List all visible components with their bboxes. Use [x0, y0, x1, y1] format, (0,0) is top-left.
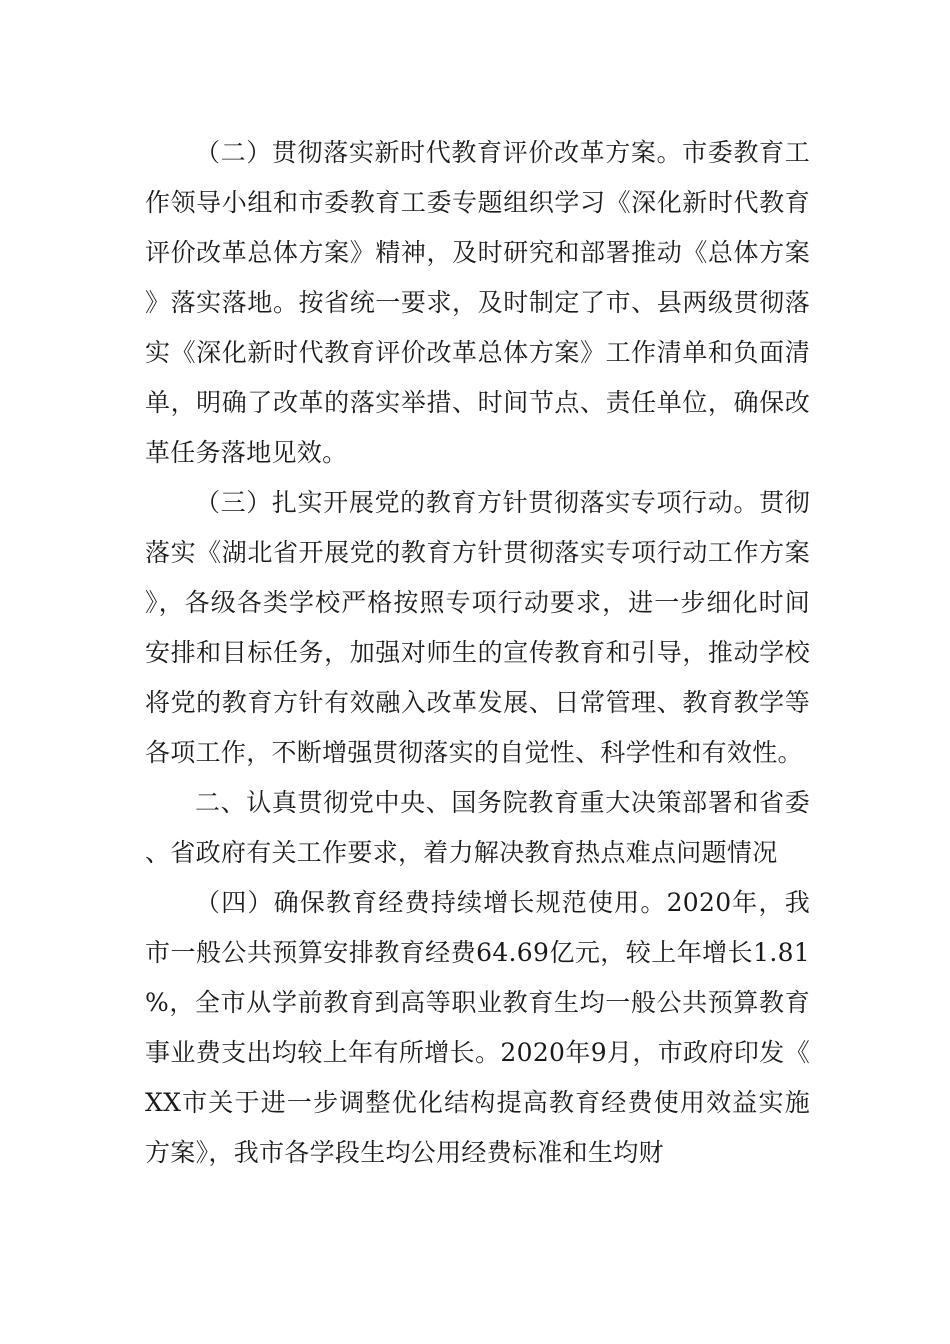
paragraph-special-action: （三）扎实开展党的教育方针贯彻落实专项行动。贯彻落实《湖北省开展党的教育方针贯彻落实专项行动工作方案》，各级各类学校严格按照专项行动要求，进一步细化时间安排和目标任务，加强对师生的宣传教育和引导，推动学校将党的教育方针有效融入改革发展、日常管理、教育教学等各项工作，不断增强贯彻落实的自觉性、科学性和有效性。	[145, 488, 810, 767]
paragraph-education-funding: （四）确保教育经费持续增长规范使用。2020年，我市一般公共预算安排教育经费64.69亿元，较上年增长1.81%，全市从学前教育到高等职业教育生均一般公共预算教育事业费支出均较上年有所增长。2020年9月，市政府印发《XX市关于进一步调整优化结构提高教育经费使用效益实施方案》，我市各学段生均公用经费标准和生均财	[145, 888, 810, 1167]
section-heading-two: 二、认真贯彻党中央、国务院教育重大决策部署和省委、省政府有关工作要求，着力解决教育热点难点问题情况	[145, 788, 810, 867]
paragraph-evaluation-reform: （二）贯彻落实新时代教育评价改革方案。市委教育工作领导小组和市委教育工委专题组织学习《深化新时代教育评价改革总体方案》精神，及时研究和部署推动《总体方案》落实落地。按省统一要求，及时制定了市、县两级贯彻落实《深化新时代教育评价改革总体方案》工作清单和负面清单，明确了改革的落实举措、时间节点、责任单位，确保改革任务落地见效。	[145, 138, 810, 467]
document-body	[145, 128, 810, 1178]
